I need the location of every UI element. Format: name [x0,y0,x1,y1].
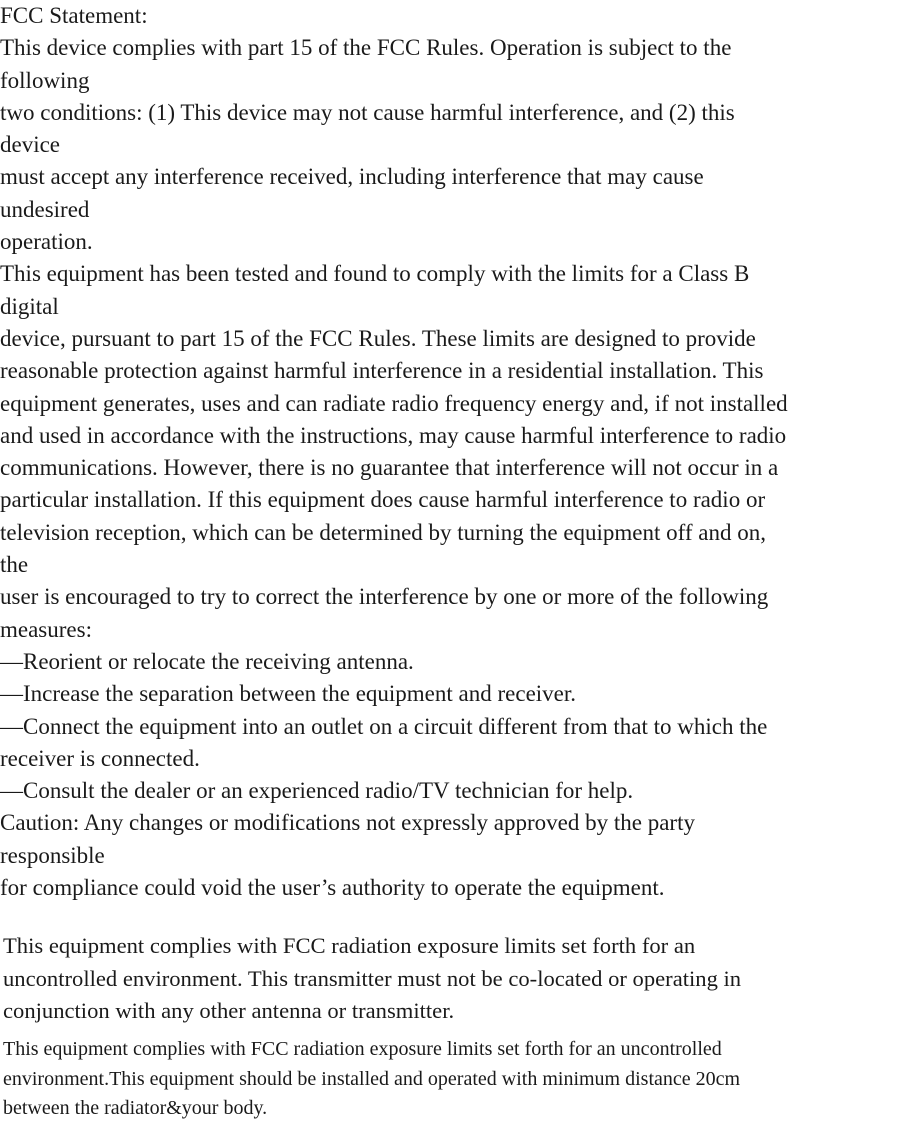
measure-item: receiver is connected. [0,745,200,771]
exposure-line: uncontrolled environment. This transmitter must not be co-located or operating in [3,965,742,991]
radiation-exposure-distance-paragraph [3,1035,897,1124]
distance-line: environment.This equipment should be installed and operated with minimum distance 20cm [3,1067,741,1090]
exposure-line: conjunction with any other antenna or transmitter. [3,998,455,1023]
measure-item: —Reorient or relocate the receiving antenna. [0,648,414,674]
statement-line: device, pursuant to part 15 of the FCC Rules. These limits are designed to provide [0,325,756,351]
statement-line: following [0,67,90,93]
statement-line: communications. However, there is no guarantee that interference will not occur in a [0,455,779,481]
measure-item: —Increase the separation between the equipment and receiver. [0,681,577,707]
exposure-line: This equipment complies with FCC radiation exposure limits set forth for an [3,933,696,958]
statement-line: device [0,132,61,158]
measure-item: —Connect the equipment into an outlet on a circuit different from that to which the [0,713,768,739]
statement-line: measures: [0,616,92,642]
statement-line: digital [0,293,59,319]
statement-line: and used in accordance with the instructions, may cause harmful interference to radio [0,422,787,448]
statement-line: undesired [0,196,90,222]
radiation-exposure-uncontrolled-paragraph [3,930,897,1028]
caution-line: for compliance could void the user’s authority to operate the equipment. [0,875,665,901]
measure-item: —Consult the dealer or an experienced radio/TV technician for help. [0,778,634,804]
statement-line: This device complies with part 15 of the FCC Rules. Operation is subject to the [0,35,732,61]
statement-line: television reception, which can be determined by turning the equipment off and on, [0,519,767,545]
fcc-statement-heading: FCC Statement: [0,3,148,28]
statement-line: This equipment has been tested and found to comply with the limits for a Class B [0,261,750,287]
statement-line: reasonable protection against harmful interference in a residential installation. This [0,358,764,384]
caution-line: Caution: Any changes or modifications not expressly approved by the party [0,810,695,836]
distance-line: This equipment complies with FCC radiation exposure limits set forth for an uncontrolled [3,1038,722,1060]
statement-line: operation. [0,229,93,255]
statement-line: particular installation. If this equipment does cause harmful interference to radio or [0,487,766,513]
statement-line: the [0,552,29,578]
statement-line: two conditions: (1) This device may not cause harmful interference, and (2) this [0,99,735,125]
statement-line: user is encouraged to try to correct the interference by one or more of the following [0,584,769,610]
statement-line: must accept any interference received, including interference that may cause [0,164,704,190]
caution-line: responsible [0,842,105,868]
statement-line: equipment generates, uses and can radiate radio frequency energy and, if not installed [0,390,788,416]
distance-line: between the radiator&your body. [3,1097,268,1119]
